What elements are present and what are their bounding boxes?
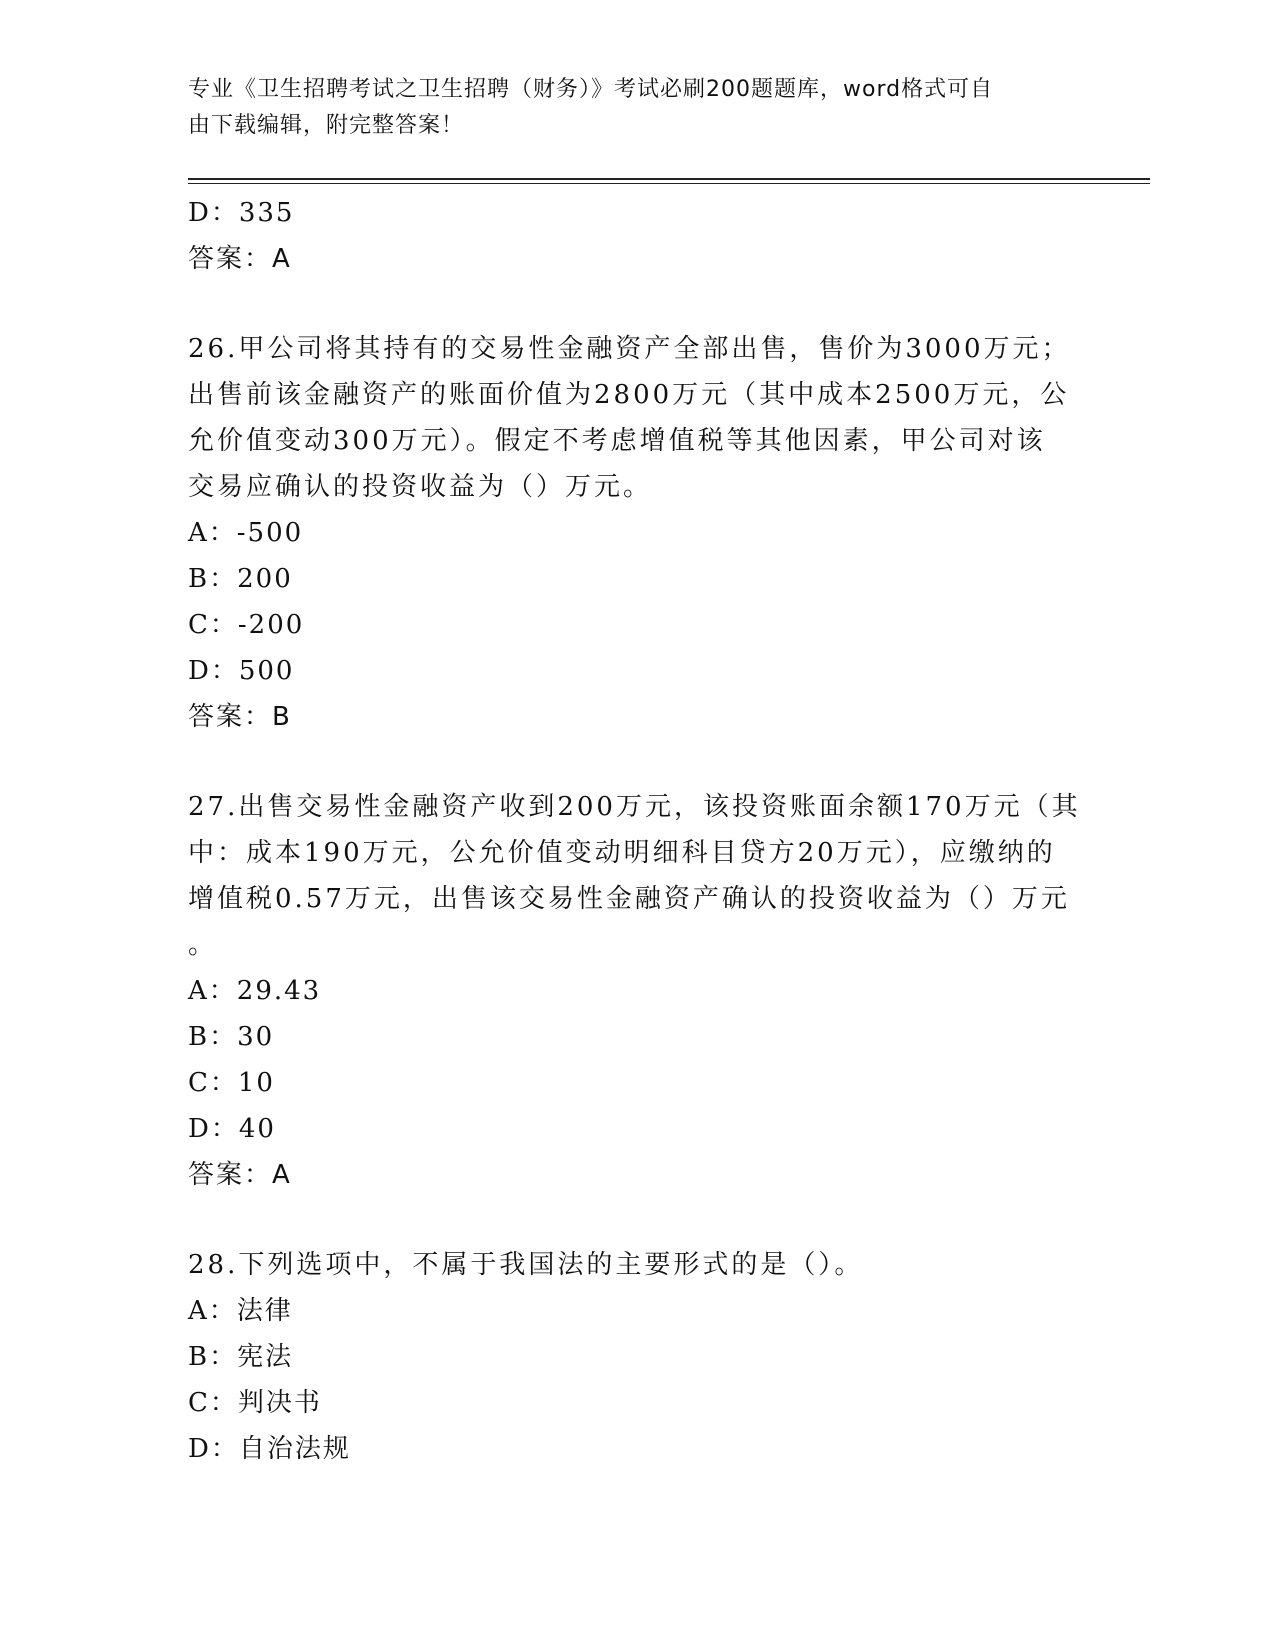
- option-a: A：-500: [188, 518, 304, 548]
- question-text-line: 27.出售交易性金融资产收到200万元，该投资账面余额170万元（其: [188, 792, 1081, 822]
- question-text-line: 26.甲公司将其持有的交易性金融资产全部出售，售价为3000万元；: [188, 334, 1071, 364]
- question-text-line: 允价值变动300万元）。假定不考虑增值税等其他因素，甲公司对该: [188, 426, 1046, 456]
- answer-line: 答案：B: [188, 702, 292, 732]
- option-c: C：-200: [188, 610, 305, 640]
- answer-line: 答案：A: [188, 1160, 292, 1190]
- option-b: B：30: [188, 1022, 275, 1052]
- answer-line: 答案：A: [188, 244, 292, 274]
- question-26: [188, 326, 1088, 740]
- option-a: A：法律: [188, 1296, 293, 1326]
- question-text-line: 。: [188, 930, 218, 960]
- question-text-line: 增值税0.57万元，出售该交易性金融资产确认的投资收益为（）万元: [188, 884, 1070, 914]
- question-27: [188, 784, 1088, 1198]
- option-a: A：29.43: [188, 976, 322, 1006]
- option-c: C：10: [188, 1068, 275, 1098]
- option-d: D：500: [188, 656, 295, 686]
- question-28: [188, 1242, 1088, 1472]
- question-text-line: 出售前该金融资产的账面价值为2800万元（其中成本2500万元，公: [188, 380, 1070, 410]
- question-text-line: 28.下列选项中，不属于我国法的主要形式的是（）。: [188, 1250, 864, 1280]
- question-text-line: 交易应确认的投资收益为（）万元。: [188, 472, 653, 502]
- option-c: C：判决书: [188, 1388, 322, 1418]
- option-b: B：200: [188, 564, 293, 594]
- header-divider-thick: [188, 178, 1150, 180]
- header-divider-thin: [188, 183, 1150, 184]
- question-content: [188, 190, 1088, 1472]
- option-b: B：宪法: [188, 1342, 294, 1372]
- header-line-1: 专业《卫生招聘考试之卫生招聘（财务）》考试必刷200题题库，word格式可自: [188, 77, 994, 102]
- page-header: [188, 72, 1068, 144]
- option-d: D：40: [188, 1114, 276, 1144]
- question-text-line: 中：成本190万元，公允价值变动明细科目贷方20万元），应缴纳的: [188, 838, 1056, 868]
- option-d: D：自治法规: [188, 1434, 351, 1464]
- option-d: D：335: [188, 198, 295, 228]
- header-line-2: 由下载编辑，附完整答案！: [188, 113, 465, 138]
